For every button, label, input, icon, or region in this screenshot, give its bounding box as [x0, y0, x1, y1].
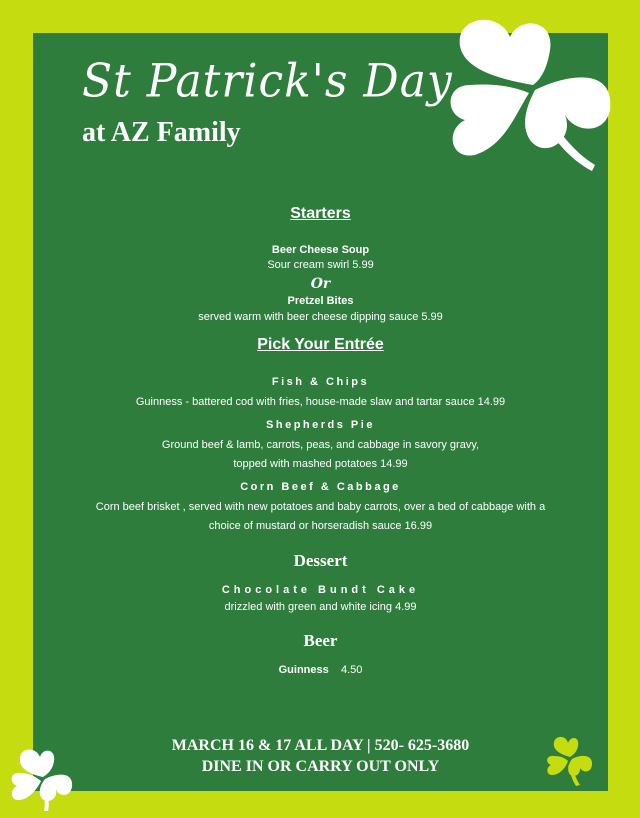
menu-item-description: choice of mustard or horseradish sauce 16.99	[208, 520, 433, 532]
menu-item-description: topped with mashed potatoes 14.99	[233, 458, 408, 470]
footer-service: DINE IN OR CARRY OUT ONLY	[201, 758, 440, 775]
menu-item-name: Chocolate Bundt Cake	[221, 584, 420, 596]
menu-item-description: served warm with beer cheese dipping sauce 5.99	[198, 311, 443, 323]
menu-item-price: 4.50	[340, 664, 363, 676]
menu-item-description: Guinness - battered cod with fries, house-made slaw and tartar sauce 14.99	[135, 396, 506, 408]
shamrock-icon	[8, 745, 78, 813]
page-title: St Patrick's Day	[82, 54, 453, 109]
menu-item-name: Fish & Chips	[271, 376, 370, 388]
menu-item-name: Pretzel Bites	[287, 295, 354, 307]
beer-heading: Beer	[303, 631, 338, 650]
menu-item-name: Beer Cheese Soup	[271, 244, 370, 256]
or-separator: Or	[310, 276, 331, 292]
page-subtitle: at AZ Family	[82, 117, 241, 148]
entree-heading: Pick Your Entrée	[257, 336, 384, 353]
starters-heading: Starters	[290, 205, 351, 222]
menu-item-description: Sour cream swirl 5.99	[267, 259, 374, 271]
menu-item-name: Corn Beef & Cabbage	[240, 481, 401, 493]
beer-item	[33, 664, 608, 676]
menu-item-description: drizzled with green and white icing 4.99	[224, 601, 417, 613]
shamrock-icon	[445, 15, 615, 195]
dessert-heading: Dessert	[293, 551, 348, 570]
footer-dates-phone: MARCH 16 & 17 ALL DAY | 520- 625-3680	[171, 737, 470, 754]
menu-item-name: Shepherds Pie	[266, 419, 375, 431]
menu-item-description: Ground beef & lamb, carrots, peas, and cabbage in savory gravy,	[161, 439, 480, 451]
menu-item-name: Guinness	[278, 664, 329, 676]
shamrock-icon	[545, 735, 595, 787]
menu-item-description: Corn beef brisket , served with new potatoes and baby carrots, over a bed of cabbage with a	[95, 501, 546, 513]
